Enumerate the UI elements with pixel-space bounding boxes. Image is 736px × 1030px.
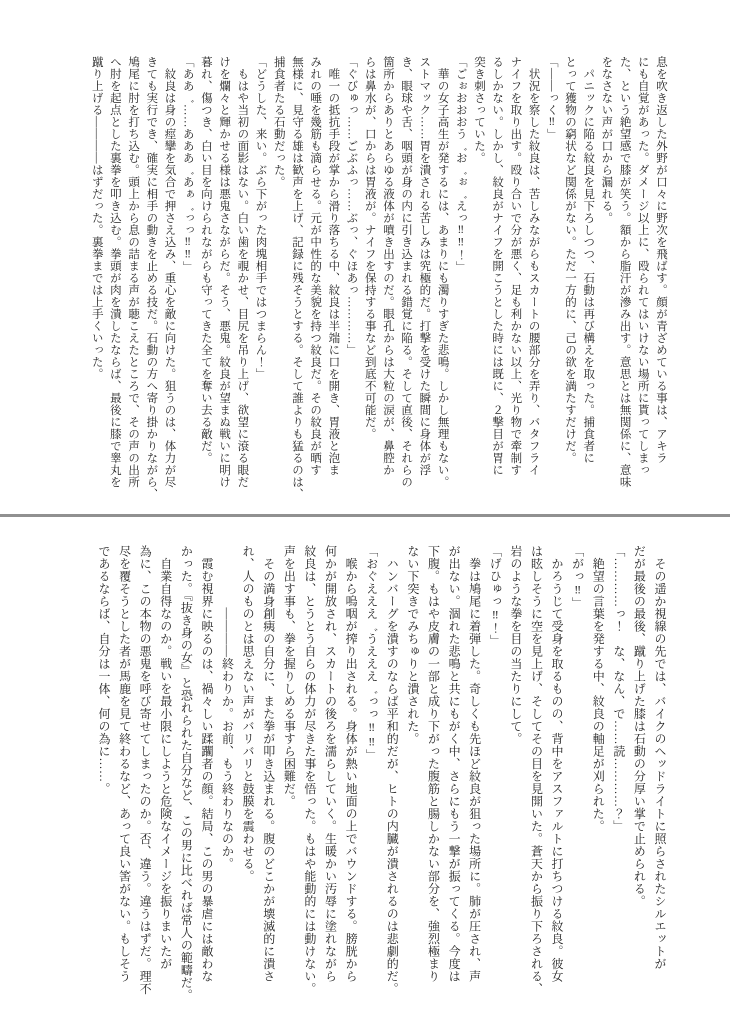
page-divider-line [0, 514, 730, 517]
text-column: 息を吹き返した外野が口々に野次を飛ばす。顔が青ざめている事は、アキラ [655, 56, 667, 464]
text-column: 紋良は身の痙攣を気合で押さえ込み、重心を敵に向けた。狙うのは、体力が尽 [163, 56, 176, 488]
text-column: 唯一の抵抗手段が掌から滑り落ちる中、紋良は半端に口を開き、胃液と泡ま [327, 56, 340, 476]
text-column: だが最後の最後、蹴り上げた膝は石動の分厚い掌で止められる。 [632, 545, 647, 908]
text-column: 「ああ゛……あああ゛あぁ゛っっ‼‼」 [181, 56, 194, 273]
text-column: 「…………っ！ な、なん、で……読…………？」 [611, 545, 626, 833]
text-column: その遥か視線の先では、バイクのヘッドライトに照らされたシルエットが [653, 545, 667, 970]
text-column: 蹴り上げる――――はずだった。裏拳までは上手くいった。 [90, 56, 103, 380]
text-column: にも自覚があった。ダメージ以上に、殴られてはいけない場所に貰ってしまっ [636, 56, 649, 476]
text-column: 尽を覆そうとした者が馬鹿を見て終わるなど、あって良い筈がない。もしそう [117, 545, 132, 983]
text-column: ――――終わりか。お前、もう終わりなのか。 [220, 545, 235, 870]
text-column: かった。『抜き身の女』と恐れられた自分など、この男に比べれば常人の範疇だ。 [179, 545, 194, 1002]
text-column: 自業自得なのか。戦いを最小限にしようと危険なイメージを振りまいたが [158, 545, 173, 970]
text-column: 「げひゅっ‼！」 [488, 545, 503, 647]
text-column: ハンバーグを潰すのならば平和的だが、ヒトの内臓が潰されるのは悲劇的だ。 [385, 545, 400, 995]
text-column: であるならば、自分は一体、何の為に……。 [96, 545, 111, 795]
text-column: 鳩尾に肘を打ち込む。頭上から息の詰まる声が聴こえたところで、その声の出所 [127, 56, 140, 488]
text-column: をなさない声が口から漏れる。 [600, 56, 613, 224]
text-column: 岩のような拳を目の当たりにして。 [508, 545, 523, 745]
text-column: 「ごぉおおおう゛お゛ぉ゛えっ‼‼！」 [454, 56, 467, 273]
text-column: 無様に、見守る雄は歓声を上げ、記録に残そうとする。そして誰よりも猛るのは、 [290, 56, 303, 500]
text-column: へ肘を起点とした裏拳を叩き込む。拳頭が肉を潰したならば、最後に膝で睾丸を [108, 56, 121, 488]
text-column: 「おぐえええ゛うえええ゛っっ‼‼」 [364, 545, 379, 762]
text-column: パニックに陥る紋良を見下ろしつつ、石動は再び構えを取った。捕食者に [582, 56, 595, 464]
text-column: 「どうした、来い。ぶら下がった肉塊相手ではつまらん！」 [254, 56, 267, 380]
text-column: みれの唾を幾筋も滴らせる。元が中性的な美貌を持つ紋良だ。その紋良が晒す [309, 56, 322, 476]
text-column: けを爛々と輝かせる様は悪鬼さながらだ。そう、悪鬼。紋良が望まぬ戦いに明け [218, 56, 231, 488]
text-column: 拳は鳩尾に着弾した。奇しくも先ほど紋良が狙った場所に。肺が圧され、声 [467, 545, 482, 983]
text-column: 喉から嗚咽が搾り出される。身体が熱い地面の上でバウンドする。膀胱から [344, 545, 359, 983]
text-column: た、という絶望感で膝が笑う。額から脂汗が滲み出す。意思とは無関係に、意味 [618, 56, 631, 488]
text-column: ナイフを取り出す。殴り合いで分が悪く、足も利かない以上、光り物で牽制す [509, 56, 522, 476]
text-column: は眩しそうに空を見上げ、そしてその目を見開いた。蒼天から振り下ろされる、 [529, 545, 544, 995]
page-bottom-text [93, 545, 670, 1003]
text-column: 「ぐびゅっ……ごぶふっ……ぶっ、ぐほあっ…………」 [345, 56, 358, 356]
text-column: 為に、この本物の悪鬼を呼び寄せてしまったのか。否、違う。違うはずだ。理不 [138, 545, 153, 995]
text-column: ストマック……胃を潰される苦しみは究極的だ。打撃を受けた瞬間に身体が浮 [418, 56, 431, 476]
page-top-text [88, 56, 671, 500]
text-column: きても実行でき、確実に相手の動きを止める技だ。石動の方へ寄り掛かりながら、 [145, 56, 158, 500]
text-column: 下腹。もはや皮膚の一部と成り下がった腹筋と腸しかない部分を、強烈極まり [426, 545, 441, 983]
text-column: 何かが開放され、スカートの後ろを濡らしていく。生暖かい汚辱に塗れながら [323, 545, 338, 983]
text-column: 状況を察した紋良は、苦しみながらもスカートの腰部分を弄り、バタフライ [527, 56, 540, 476]
text-column: もはや当初の面影はない。白い歯を覗かせ、目尻を吊り上げ、欲望に滾る眼だ [236, 56, 249, 488]
text-column: れ、人のものとは思えない声がバリバリと鼓膜を震わせる。 [241, 545, 256, 883]
text-column: き、眼球や舌、咽頭が身の内に引き込まれる錯覚に陥る。そして直後、それらの [400, 56, 413, 488]
text-column: 暮れ、傷つき、白い目を向けられながらも守ってきた全てを奪い去る敵だ。 [199, 56, 212, 464]
text-column: 華の女子高生が発するには、あまりにも濁りすぎた悲鳴。しかし無理もない。 [436, 56, 449, 488]
text-column: 絶望の言葉を発する中、紋良の軸足が刈られた。 [591, 545, 606, 833]
text-column: その満身創痍の自分に、また拳が叩き込まれる。腹のどこかが壊滅的に潰さ [261, 545, 276, 983]
text-column: が出ない。涸れた悲鳴と共にもがく中、さらにもう一撃が振ってくる。今度は [447, 545, 462, 983]
text-column: 「――っく‼」 [545, 56, 558, 141]
text-column: 紋良は、とうとう自らの体力が尽きた事を悟った。もはや能動的には動けない。 [302, 545, 317, 995]
text-column: らは鼻水が、口からは胃液が。ナイフを保持する事など到底不可能だ。 [363, 56, 376, 440]
text-column: 「がっ‼」 [570, 545, 585, 610]
text-column: 声を出す事も、拳を握りしめる事すら困難だ。 [282, 545, 297, 808]
text-column: かろうじて受身を取るものの、背中をアスファルトに打ちつける紋良。彼女 [550, 545, 565, 983]
text-column: ない下突きでみちゅりと潰された。 [405, 545, 420, 745]
text-column: とって獲物の窮状など関係がない。ただ一方的に、己の欲を満たすだけだ。 [563, 56, 576, 464]
text-column: 捕食者たる石動だった。 [272, 56, 285, 188]
text-column: るしかない。しかし、紋良がナイフを開こうとした時には既に、２撃目が胃に [491, 56, 504, 476]
text-column: 箇所からありとあらゆる液体が噴き出すのだ。眼孔からは大粒の涙が、鼻腔か [381, 56, 394, 476]
text-column: 霞む視界に映るのは、禍々しい蹂躙者の顔。結局、この男の暴虐には敵わな [199, 545, 214, 983]
text-column: 突き刺さっていた。 [472, 56, 485, 164]
